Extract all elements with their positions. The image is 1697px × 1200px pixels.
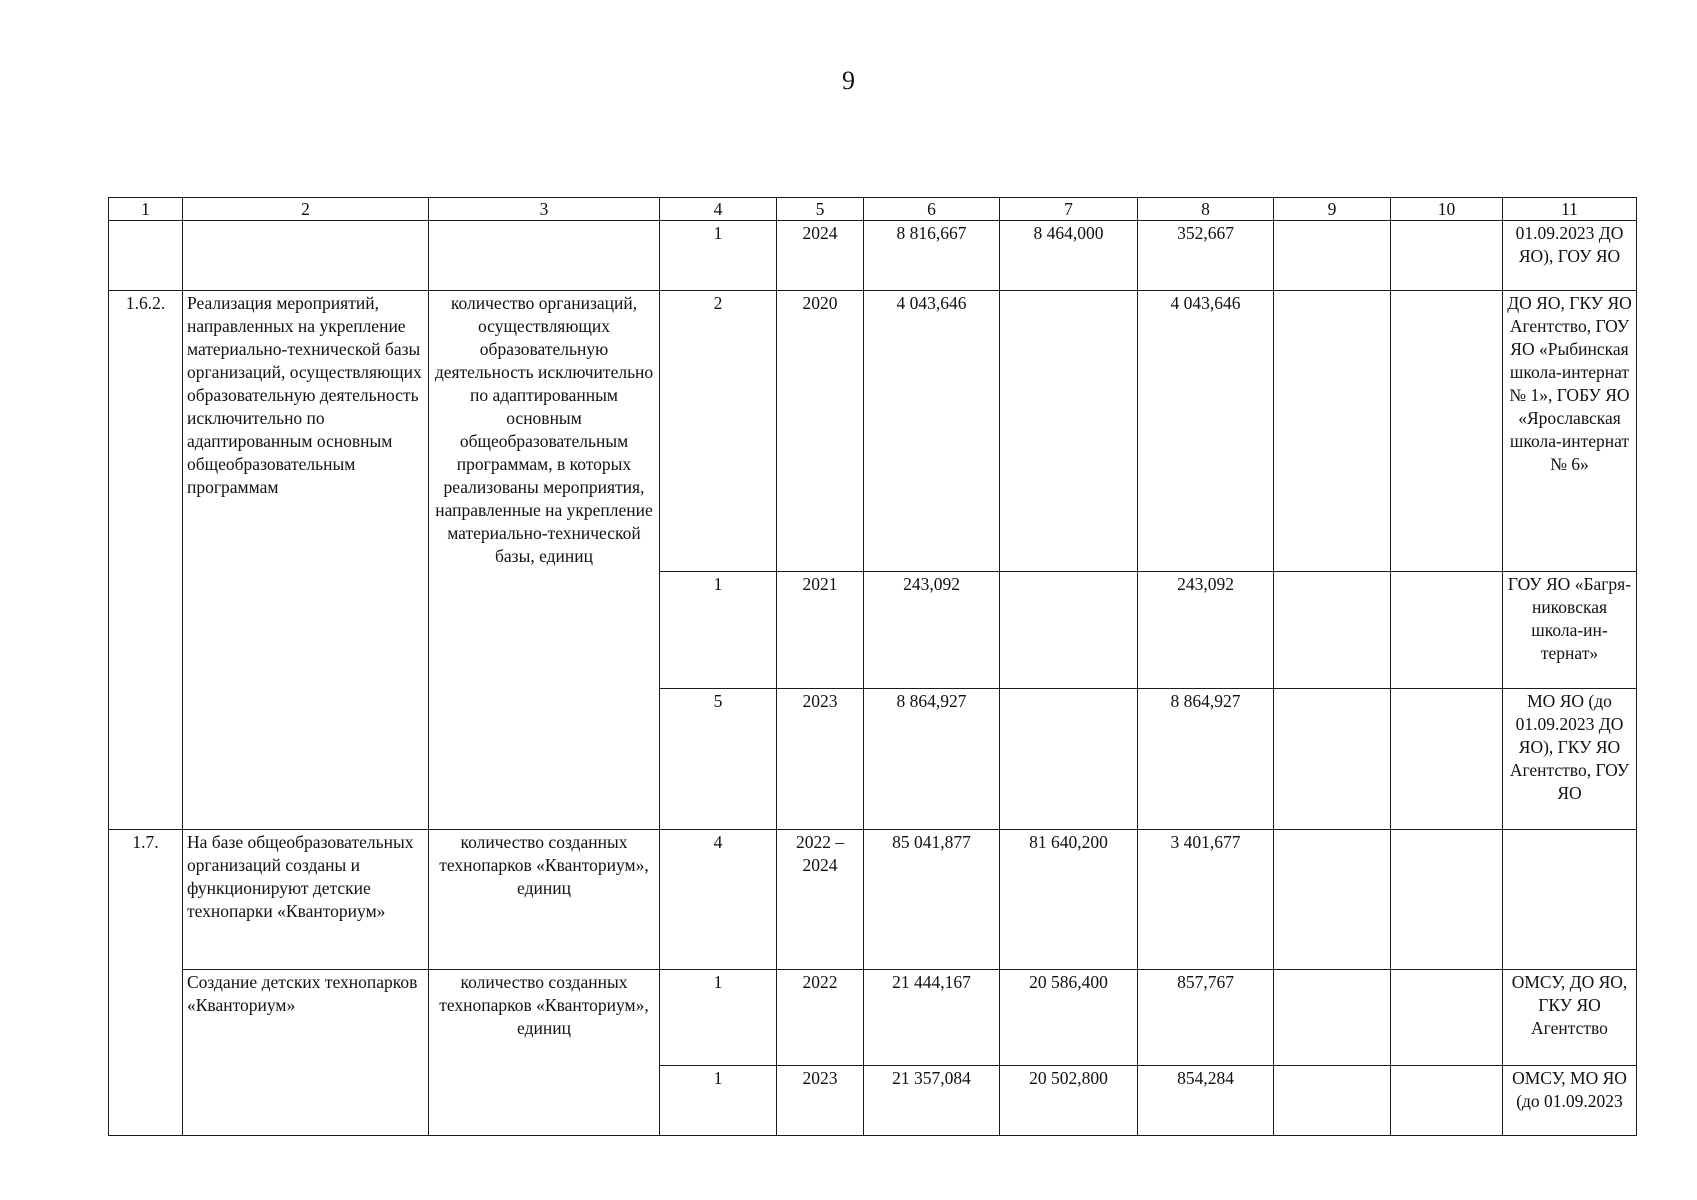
cell-no (109, 221, 183, 291)
cell-col10 (1391, 970, 1503, 1066)
cell-name: Создание детских технопарков «Кванториум» (183, 970, 429, 1136)
cell-year: 2023 (777, 1066, 864, 1136)
cell-total: 243,092 (864, 572, 1000, 689)
header-cell: 7 (1000, 198, 1138, 221)
cell-name: На базе общеобразовательных организаций созданы и функционируют детские технопарки «Кванториум» (183, 830, 429, 970)
cell-col9 (1274, 221, 1391, 291)
header-row (109, 198, 1637, 221)
cell-total: 21 444,167 (864, 970, 1000, 1066)
cell-total: 4 043,646 (864, 291, 1000, 572)
cell-executor (1503, 830, 1637, 970)
header-cell: 5 (777, 198, 864, 221)
cell-value: 2 (660, 291, 777, 572)
cell-regional: 854,284 (1138, 1066, 1274, 1136)
program-table (108, 197, 1637, 1136)
cell-executor: 01.09.2023 ДО ЯО), ГОУ ЯО (1503, 221, 1637, 291)
header-cell: 10 (1391, 198, 1503, 221)
cell-federal (1000, 689, 1138, 830)
cell-value: 1 (660, 1066, 777, 1136)
cell-col10 (1391, 221, 1503, 291)
cell-federal (1000, 572, 1138, 689)
cell-executor: ДО ЯО, ГКУ ЯО Агентство, ГОУ ЯО «Рыбинская школа-интернат № 1», ГОБУ ЯО «Ярославская школа-интернат № 6» (1503, 291, 1637, 572)
cell-col10 (1391, 1066, 1503, 1136)
cell-name (183, 221, 429, 291)
cell-no: 1.7. (109, 830, 183, 1136)
cell-col10 (1391, 572, 1503, 689)
cell-col10 (1391, 689, 1503, 830)
cell-year: 2024 (777, 221, 864, 291)
header-cell: 8 (1138, 198, 1274, 221)
cell-regional: 352,667 (1138, 221, 1274, 291)
cell-year: 2023 (777, 689, 864, 830)
cell-year: 2021 (777, 572, 864, 689)
cell-total: 8 816,667 (864, 221, 1000, 291)
cell-total: 8 864,927 (864, 689, 1000, 830)
cell-federal: 8 464,000 (1000, 221, 1138, 291)
cell-federal (1000, 291, 1138, 572)
cell-executor: ОМСУ, ДО ЯО, ГКУ ЯО Агентство (1503, 970, 1637, 1066)
cell-year: 2022 – 2024 (777, 830, 864, 970)
cell-executor: ГОУ ЯО «Багря-никовская школа-ин-тернат» (1503, 572, 1637, 689)
cell-col10 (1391, 830, 1503, 970)
cell-value: 1 (660, 572, 777, 689)
header-cell: 1 (109, 198, 183, 221)
cell-indicator (429, 221, 660, 291)
cell-col9 (1274, 830, 1391, 970)
table-row (109, 291, 1637, 572)
header-cell: 2 (183, 198, 429, 221)
header-cell: 9 (1274, 198, 1391, 221)
cell-value: 1 (660, 970, 777, 1066)
cell-year: 2020 (777, 291, 864, 572)
cell-name: Реализация мероприятий, направленных на укрепление материально-технической базы организаций, осуществляющих образовательную деятельность исключительно по адаптированным основным общеобразовательным программам (183, 291, 429, 830)
cell-col9 (1274, 970, 1391, 1066)
cell-col9 (1274, 689, 1391, 830)
cell-executor: ОМСУ, МО ЯО (до 01.09.2023 (1503, 1066, 1637, 1136)
cell-year: 2022 (777, 970, 864, 1066)
cell-indicator: количество организаций, осуществляющих образовательную деятельность исключительно по адаптированным основным общеобразовательным программам, в которых реализованы мероприятия, направленные на укрепление материально-технической базы, единиц (429, 291, 660, 830)
cell-regional: 4 043,646 (1138, 291, 1274, 572)
cell-col9 (1274, 291, 1391, 572)
cell-col10 (1391, 291, 1503, 572)
cell-total: 21 357,084 (864, 1066, 1000, 1136)
table-row (109, 970, 1637, 1066)
cell-regional: 857,767 (1138, 970, 1274, 1066)
header-cell: 3 (429, 198, 660, 221)
cell-federal: 20 586,400 (1000, 970, 1138, 1066)
header-cell: 11 (1503, 198, 1637, 221)
cell-regional: 3 401,677 (1138, 830, 1274, 970)
cell-col9 (1274, 1066, 1391, 1136)
cell-federal: 20 502,800 (1000, 1066, 1138, 1136)
cell-indicator: количество созданных технопарков «Кванториум», единиц (429, 830, 660, 970)
table-row (109, 221, 1637, 291)
cell-regional: 8 864,927 (1138, 689, 1274, 830)
cell-executor: МО ЯО (до 01.09.2023 ДО ЯО), ГКУ ЯО Агентство, ГОУ ЯО (1503, 689, 1637, 830)
header-cell: 6 (864, 198, 1000, 221)
cell-federal: 81 640,200 (1000, 830, 1138, 970)
table-row (109, 830, 1637, 970)
cell-total: 85 041,877 (864, 830, 1000, 970)
cell-col9 (1274, 572, 1391, 689)
cell-value: 1 (660, 221, 777, 291)
cell-no: 1.6.2. (109, 291, 183, 830)
cell-indicator: количество созданных технопарков «Кванториум», единиц (429, 970, 660, 1136)
cell-value: 4 (660, 830, 777, 970)
cell-regional: 243,092 (1138, 572, 1274, 689)
page-number: 9 (842, 66, 855, 95)
cell-value: 5 (660, 689, 777, 830)
header-cell: 4 (660, 198, 777, 221)
